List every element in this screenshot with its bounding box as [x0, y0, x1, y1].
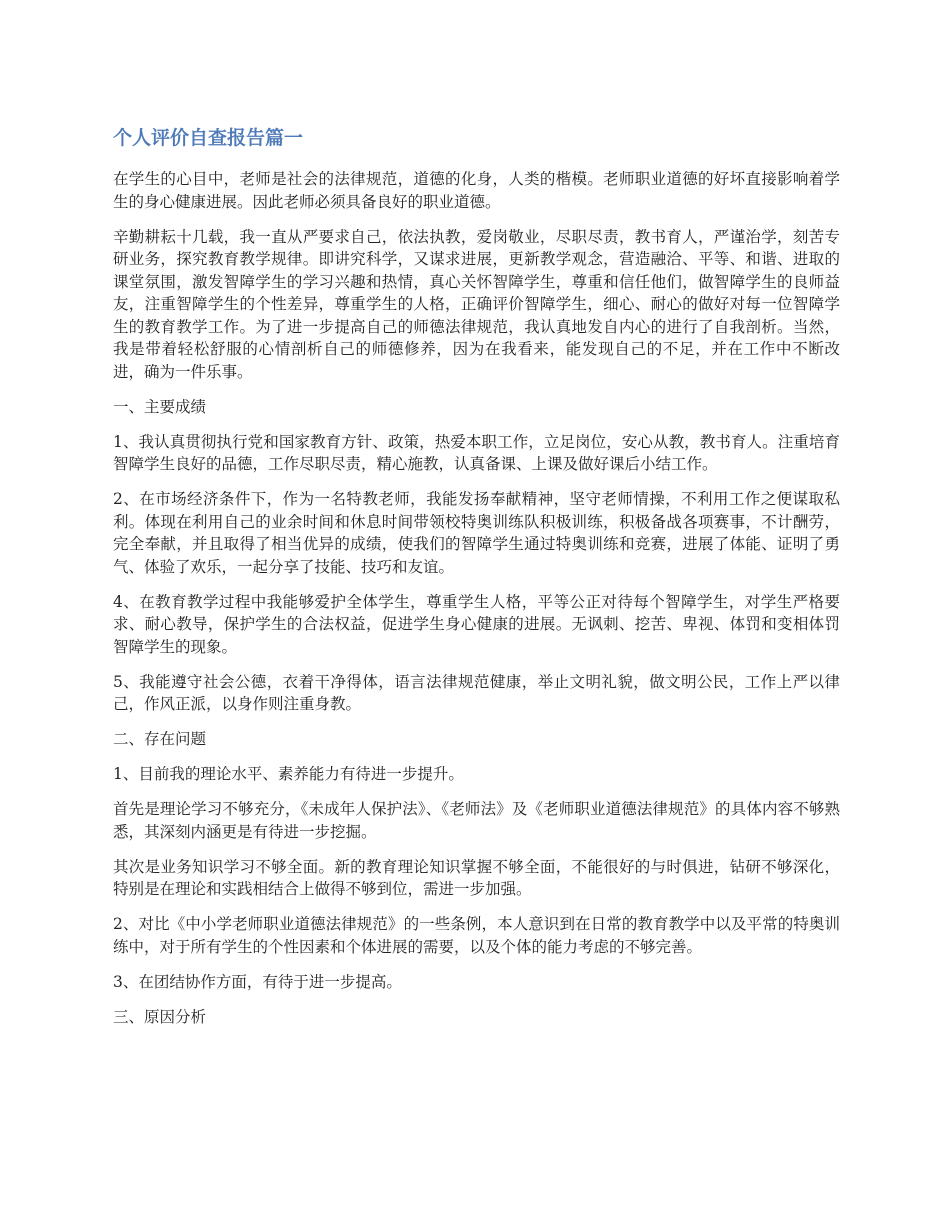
section-heading-problems: 二、存在问题 [113, 730, 207, 748]
section-heading-achievements: 一、主要成绩 [113, 397, 207, 416]
achievement-item-2: 2、在市场经济条件下，作为一名特教老师，我能发扬奉献精神，坚守老师情操，不利用工作之便谋取私利。体现在利用自己的业余时间和休息时间带领校特奥训练队积极训练，积极备战各项赛事，不计酬劳，完全奉献，并且取得了相当优异的成绩，使我们的智障学生通过特奥训练和竞赛，进展了体能、证明了勇气、体验了欢乐，一起分享了技能、技巧和友谊。 [113, 490, 840, 576]
paragraph-self-analysis: 辛勤耕耘十几载，我一直从严要求自己，依法执教，爱岗敬业，尽职尽责，教书育人，严谨治学，刻苦专研业务，探究教育教学规律。即讲究科学，又谋求进展，更新教学观念，营造融洽、平等、和谐、进取的课堂氛围，激发智障学生的学习兴趣和热情，真心关怀智障学生，尊重和信任他们，做智障学生的良师益友，注重智障学生的个性差异，尊重学生的人格，正确评价智障学生，细心、耐心的做好对每一位智障学生的教育教学工作。为了进一步提高自己的师德法律规范，我认真地发自内心的进行了自我剖析。当然，我是带着轻松舒服的心情剖析自己的师德修养，因为在我看来，能发现自己的不足，并在工作中不断改进，确为一件乐事。 [113, 227, 840, 381]
achievement-item-5: 5、我能遵守社会公德，衣着干净得体，语言法律规范健康，举止文明礼貌，做文明公民，工作上严以律己，作风正派，以身作则注重身教。 [113, 672, 840, 713]
paragraph-intro: 在学生的心目中，老师是社会的法律规范，道德的化身，人类的楷模。老师职业道德的好坏直接影响着学生的身心健康进展。因此老师必须具备良好的职业道德。 [113, 170, 840, 211]
achievement-item-1: 1、我认真贯彻执行党和国家教育方针、政策，热爱本职工作，立足岗位，安心从教，教书育人。注重培育智障学生良好的品德，工作尽职尽责，精心施教，认真备课、上课及做好课后小结工作。 [113, 432, 840, 473]
achievement-item-4: 4、在教育教学过程中我能够爱护全体学生，尊重学生人格，平等公正对待每个智障学生，对学生严格要求、耐心教导，保护学生的合法权益，促进学生身心健康的进展。无讽刺、挖苦、卑视、体罚和变相体罚智障学生的现象。 [113, 592, 840, 656]
section-heading-causes: 三、原因分析 [113, 1007, 207, 1026]
problem-item-3: 3、在团结协作方面，有待于进一步提高。 [113, 972, 402, 991]
document-page [113, 124, 840, 1041]
problem-detail-first: 首先是理论学习不够充分，《未成年人保护法》、《老师法》及《老师职业道德法律规范》的具体内容不够熟悉，其深刻内涵更是有待进一步挖掘。 [113, 800, 840, 841]
document-title: 个人评价自查报告篇一 [113, 127, 304, 149]
problem-item-1: 1、目前我的理论水平、素养能力有待进一步提升。 [113, 765, 464, 783]
problem-item-2: 2、对比《中小学老师职业道德法律规范》的一些条例，本人意识到在日常的教育教学中以及平常的特奥训练中，对于所有学生的个性因素和个体进展的需要，以及个体的能力考虑的不够完善。 [113, 915, 840, 956]
problem-detail-second: 其次是业务知识学习不够全面。新的教育理论知识掌握不够全面，不能很好的与时俱进，钻研不够深化，特别是在理论和实践相结合上做得不够到位，需进一步加强。 [113, 857, 840, 898]
